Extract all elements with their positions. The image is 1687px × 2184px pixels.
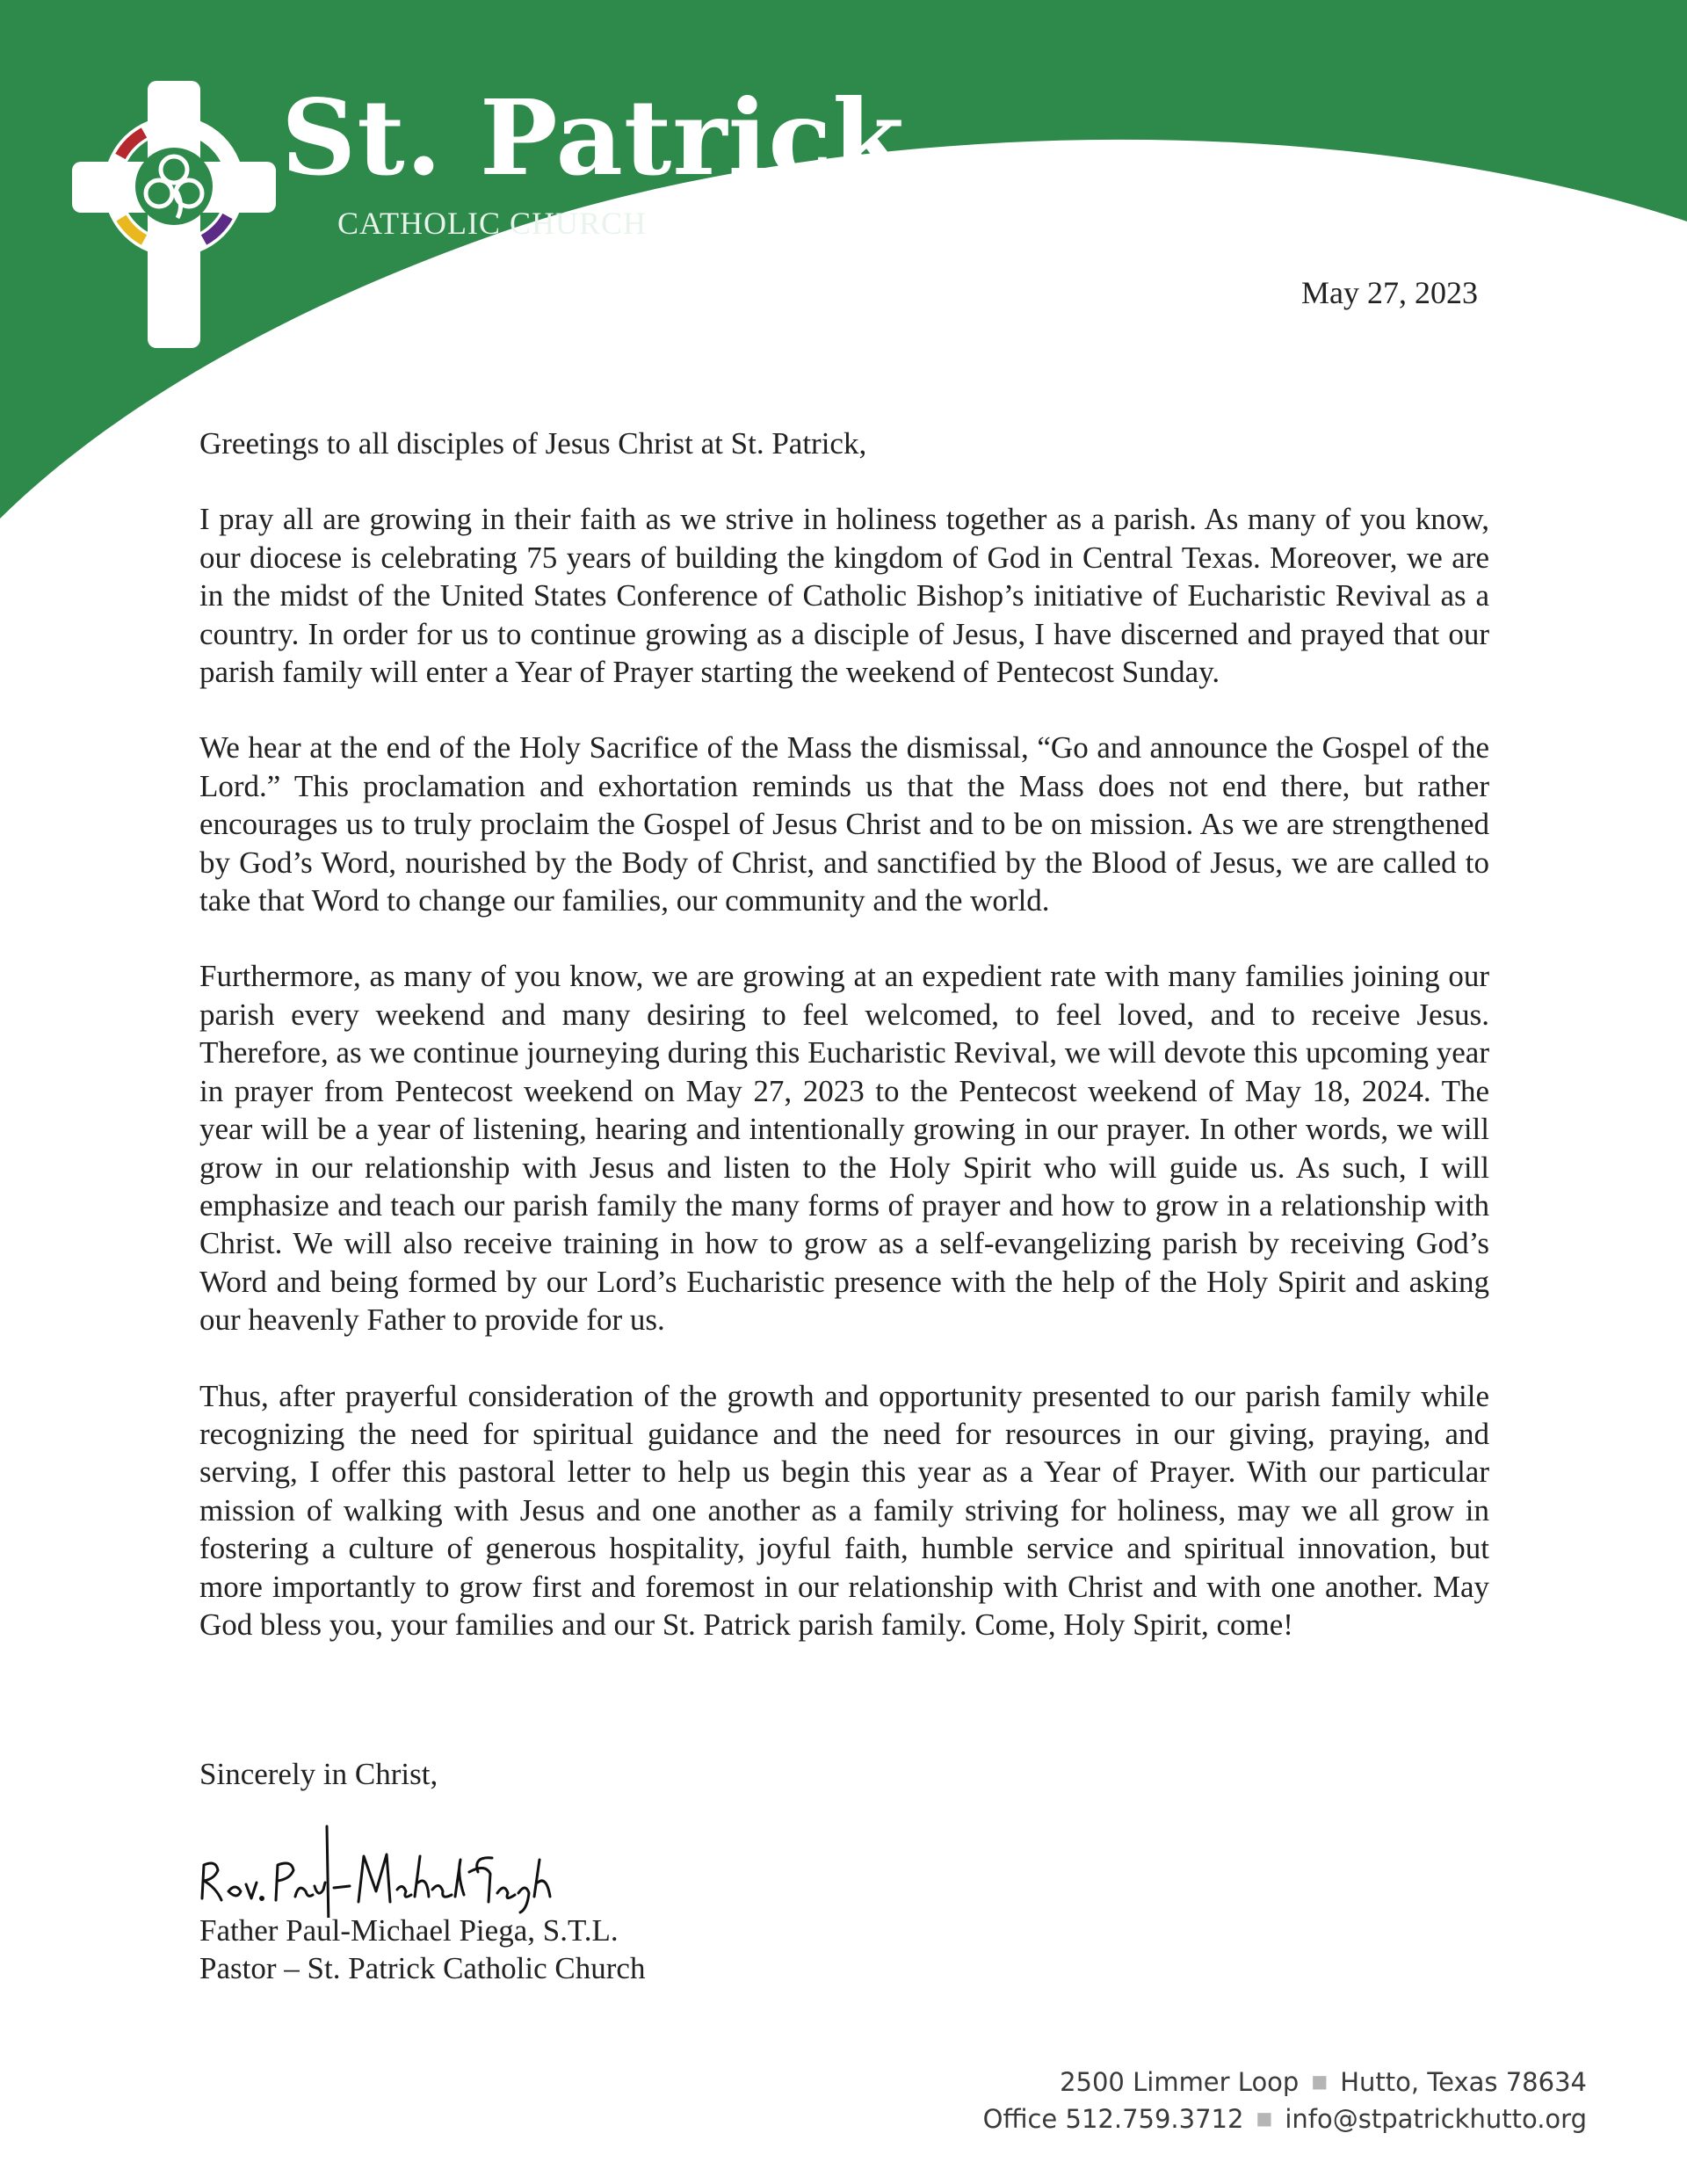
signer-title: Pastor – St. Patrick Catholic Church [199,1951,646,1985]
separator-dot-icon: ■ [1311,2071,1329,2092]
handwritten-signature [195,1821,564,1918]
letter-greeting: Greetings to all disciples of Jesus Christ at St. Patrick, [199,426,867,461]
footer-city: Hutto, Texas 78634 [1340,2067,1587,2097]
letter-closing: Sincerely in Christ, [199,1757,438,1791]
letter-paragraph: I pray all are growing in their faith as we strive in holiness together as a parish. As many of you know, our diocese is celebrating 75 years of building the kingdom of God in Central Texas. Moreover, we are in the midst of the United States Conference of Catholic Bishop’s initiative of Eucharistic Revival as a country. In order for us to continue growing as a disciple of Jesus, I have discerned and prayed that our parish family will enter a Year of Prayer starting the weekend of Pentecost Sunday. [199,502,1489,690]
letter-date: May 27, 2023 [1301,275,1478,310]
church-subtitle: CATHOLIC CHURCH [337,206,648,241]
letter-paragraph: Thus, after prayerful consideration of the growth and opportunity presented to our parish family while recognizing the need for spiritual guidance and the need for resources in our giving, praying, and serving, I offer this pastoral letter to help us begin this year as a Year of Prayer. With our particular mission of walking with Jesus and one another as a family striving for holiness, may we all grow in fostering a culture of generous hospitality, joyful faith, humble service and spiritual innovation, but more importantly to grow first and foremost in our relationship with Christ and with one another. May God bless you, your families and our St. Patrick parish family. Come, Holy Spirit, come! [199,1378,1489,1642]
letter-paragraph: We hear at the end of the Holy Sacrifice of the Mass the dismissal, “Go and announce the Gospel of the Lord.” This proclamation and exhortation reminds us that the Mass does not end there, but rather encourages us to truly proclaim the Gospel of Jesus Christ and to be on mission. As we are strengthened by God’s Word, nourished by the Body of Christ, and sanctified by the Blood of Jesus, we are called to take that Word to change our families, our community and the world. [199,730,1489,918]
signer-name: Father Paul-Michael Piega, S.T.L. [199,1913,619,1948]
separator-dot-icon: ■ [1256,2108,1273,2129]
footer-contact [983,2064,1587,2137]
letter-paragraph: Furthermore, as many of you know, we are growing at an expedient rate with many families joining our parish every weekend and many desiring to feel welcomed, to feel loved, and to receive Jesus. Therefore, as we continue journeying during this Eucharistic Revival, we will devote this upcoming year in prayer from Pentecost weekend on May 27, 2023 to the Pentecost weekend of May 18, 2024. The year will be a year of listening, hearing and intentionally growing in our prayer. In other words, we will grow in our relationship with Jesus and listen to the Holy Spirit who will guide us. As such, I will emphasize and teach our parish family the many forms of prayer and how to grow in a relationship with Christ. We will also receive training in how to grow as a self-evangelizing parish by receiving God’s Word and being formed by our Lord’s Eucharistic presence with the help of the Holy Spirit and asking our heavenly Father to provide for us. [199,959,1489,1338]
footer-address: 2500 Limmer Loop [1060,2067,1300,2097]
celtic-cross-shamrock-icon [69,77,279,352]
footer-contact-line [983,2101,1587,2137]
footer-email[interactable]: info@stpatrickhutto.org [1285,2104,1587,2134]
footer-address-line [983,2064,1587,2101]
footer-office-phone: Office 512.759.3712 [982,2104,1244,2134]
church-name: St. Patrick [281,76,906,199]
letter-body [199,424,1489,1681]
